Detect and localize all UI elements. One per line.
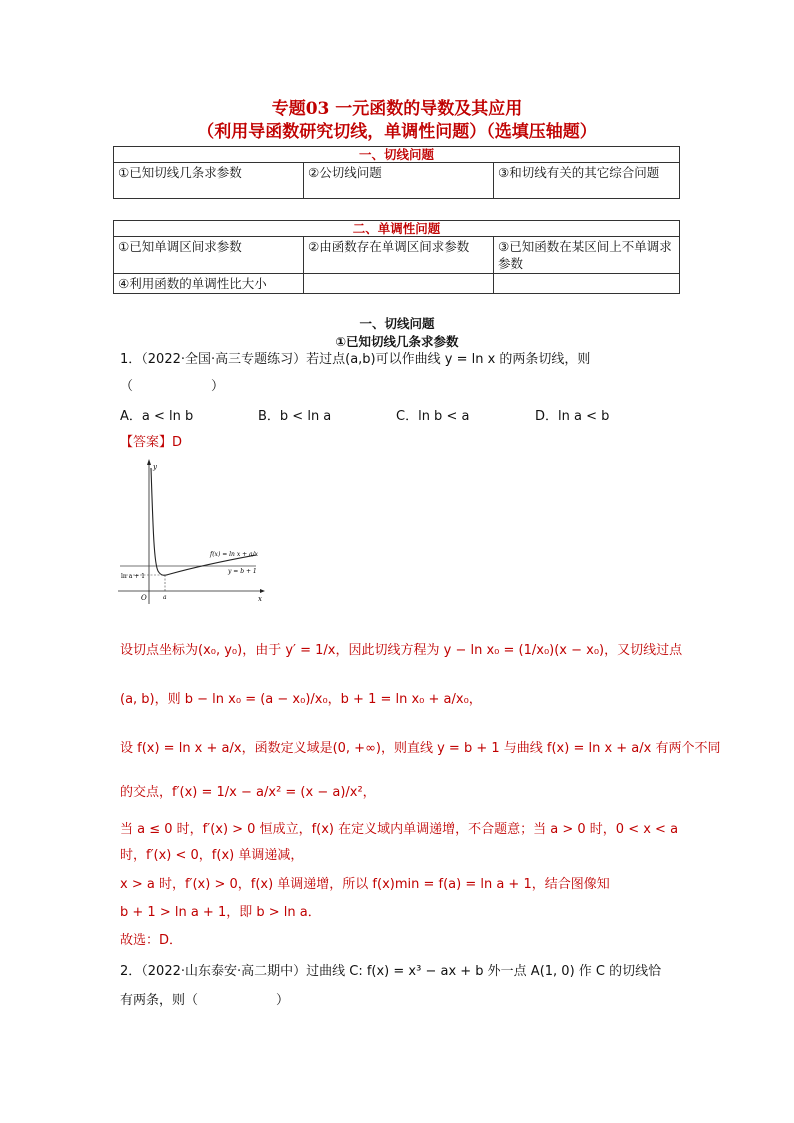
solution-line-3: 设 f(x) = ln x + a/x，函数定义域是(0, +∞)，则直线 y = b + 1 与曲线 f(x) = ln x + a/x 有两个不同 <box>120 741 721 756</box>
section-title: 一、切线问题 <box>359 316 435 331</box>
solution-line-1: 设切点坐标为(x₀, y₀)，由于 y′ = 1/x，因此切线方程为 y − ln x₀ = (1/x₀)(x − x₀)，又切线过点 <box>120 643 683 658</box>
x-axis-label: x <box>258 595 262 603</box>
x-axis-arrow <box>260 589 265 593</box>
toc-cell: ①已知切线几条求参数 <box>114 163 304 199</box>
solution-line-4: 的交点，f′(x) = 1/x − a/x² = (x − a)/x²， <box>120 785 376 800</box>
toc-header: 一、切线问题 <box>114 147 680 163</box>
toc-cell: ②由函数存在单调区间求参数 <box>304 237 494 274</box>
toc-cell <box>304 274 494 294</box>
y-axis-label: y <box>153 463 157 471</box>
doc-title: 专题03 一元函数的导数及其应用 <box>271 99 523 119</box>
toc-table-tangent <box>113 146 680 199</box>
option-a: A．a < ln b <box>120 409 194 424</box>
question-2-line-1: 2．（2022·山东泰安·高二期中）过曲线 C: f(x) = x³ − ax + b 外一点 A(1, 0) 作 C 的切线恰 <box>120 964 662 979</box>
toc-cell: ③和切线有关的其它综合问题 <box>494 163 680 199</box>
option-d: D．ln a < b <box>535 409 610 424</box>
section-subtitle: ①已知切线几条求参数 <box>335 334 459 349</box>
x-tick-label: a <box>163 594 167 601</box>
question-1-paren: （ ） <box>120 379 225 394</box>
solution-line-2: (a, b)，则 b − ln x₀ = (a − x₀)/x₀，b + 1 = ln x₀ + a/x₀， <box>120 692 482 707</box>
answer-label: 【答案】D <box>120 435 183 450</box>
option-b: B．b < ln a <box>258 409 332 424</box>
y-axis-arrow <box>147 459 151 465</box>
question-1-stem: 1．（2022·全国·高三专题练习）若过点(a,b)可以作曲线 y = ln x 的两条切线，则 <box>120 352 591 367</box>
toc-cell: ④利用函数的单调性比大小 <box>114 274 304 294</box>
origin-label: O <box>141 594 147 602</box>
doc-subtitle: （利用导函数研究切线，单调性问题）（选填压轴题） <box>197 122 597 142</box>
toc-cell <box>494 274 680 294</box>
toc-header: 二、单调性问题 <box>114 221 680 237</box>
toc-cell: ①已知单调区间求参数 <box>114 237 304 274</box>
option-c: C．ln b < a <box>396 409 470 424</box>
question-2-line-2: 有两条，则（ ） <box>120 993 290 1008</box>
solution-line-9: 故选：D． <box>120 933 183 948</box>
line-label: y = b + 1 <box>228 568 257 575</box>
toc-cell: ③已知函数在某区间上不单调求参数 <box>494 237 680 274</box>
solution-line-8: b + 1 > ln a + 1，即 b > ln a． <box>120 905 321 920</box>
y-tick-label: ln a + 1 <box>121 573 145 580</box>
curve-label: f(x) = ln x + a/x <box>210 551 259 558</box>
solution-line-5: 当 a ≤ 0 时，f′(x) > 0 恒成立，f(x) 在定义域内单调递增，不合题意；当 a > 0 时，0 < x < a <box>120 822 679 837</box>
solution-line-6: 时，f′(x) < 0，f(x) 单调递减， <box>120 848 304 863</box>
toc-table-monotonic <box>113 220 680 294</box>
toc-cell: ②公切线问题 <box>304 163 494 199</box>
solution-line-7: x > a 时，f′(x) > 0，f(x) 单调递增，所以 f(x)min = f(a) = ln a + 1，结合图像知 <box>120 877 610 892</box>
function-curve <box>151 468 256 575</box>
function-graph <box>118 458 266 604</box>
